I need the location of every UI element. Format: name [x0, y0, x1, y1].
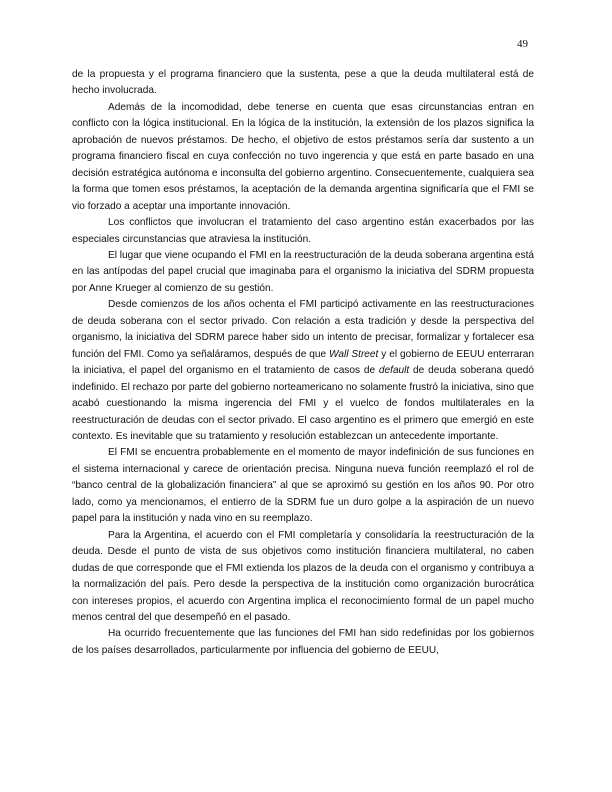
paragraph-text: de deuda soberana quedó indefinido. El rechazo por parte del gobierno norteamericano no solamente frustró la iniciativa, sino que acabó cuestionando la misma ingerencia del FMI y el vuelco de fondos multilaterales en la reestructuración de deudas con el sector privado. El caso argentino es el primero que emergió en este contexto. Es inevitable que su tratamiento y resolución establezcan un antecedente importante.: [72, 365, 534, 442]
paragraph-text: El lugar que viene ocupando el FMI en la reestructuración de la deuda soberana argentina está en las antípodas del papel crucial que imaginaba para el organismo la iniciativa del SDRM propuesta por Anne Krueger al comienzo de su gestión.: [72, 249, 534, 294]
body-text: [72, 67, 534, 659]
paragraph-text: de la propuesta y el programa financiero que la sustenta, pese a que la deuda multilateral está de hecho involucrada.: [72, 69, 534, 97]
paragraph-text: Los conflictos que involucran el tratamiento del caso argentino están exacerbados por las especiales circunstancias que atraviesa la institución.: [72, 217, 534, 245]
paragraph: [72, 626, 534, 659]
paragraph: [72, 100, 534, 215]
page-number: 49: [517, 38, 528, 50]
italic-term: default: [378, 365, 410, 377]
italic-term: Wall Street: [329, 348, 379, 360]
paragraph: [72, 297, 534, 445]
paragraph-text: El FMI se encuentra probablemente en el momento de mayor indefinición de sus funciones en el sistema internacional y carece de orientación precisa. Ninguna nueva función reemplazó el rol de “banco central de la globalización financiera” al que se aproximó su gestión en los años 90. Por otro lado, como ya mencionamos, el entierro de la SDRM fue un duro golpe a la aspiración de un nuevo papel para la institución y nada vino en su reemplazo.: [72, 447, 534, 525]
paragraph: [72, 248, 534, 297]
paragraph: [72, 215, 534, 248]
paragraph-text: y el gobierno de EEUU enterraran la iniciativa, el papel del organismo en el tratamiento de casos de: [72, 348, 534, 377]
paragraph-text: Desde comienzos de los años ochenta el FMI participó activamente en las reestructuraciones de deuda soberana con el sector privado. Con relación a esta tradición y desde la perspectiva del organismo, la iniciativa del SDRM parece haber sido un intento de precisar, formalizar y fortalecer esa función del FMI. Como ya señaláramos, después de que: [72, 299, 534, 360]
paragraph: [72, 67, 534, 100]
paragraph: [72, 445, 534, 527]
paragraph-text: Ha ocurrido frecuentemente que las funciones del FMI han sido redefinidas por los gobiernos de los países desarrollados, particularmente por influencia del gobierno de EEUU,: [72, 628, 534, 656]
paragraph-text: Para la Argentina, el acuerdo con el FMI completaría y consolidaría la reestructuración de la deuda. Desde el punto de vista de sus objetivos como institución financiera multilateral, no caben dudas de que corresponde que el FMI extienda los plazos de la deuda con el organismo y contribuya a la normalización del país. Pero desde la perspectiva de la institución como organización burocrática con intereses propios, el acuerdo con Argentina implica el reconocimiento formal de un papel mucho menos central del que desempeñó en el pasado.: [72, 529, 534, 623]
paragraph: [72, 528, 534, 627]
paragraph-text: Además de la incomodidad, debe tenerse en cuenta que esas circunstancias entran en conflicto con la lógica institucional. En la lógica de la institución, la extensión de los plazos significa la aprobación de nuevos préstamos. De hecho, el objetivo de estos préstamos sería dar sustento a un programa financiero fiscal en cuya confección no tuvo ingerencia y que está en parte basado en una decisión estratégica autónoma e inconsulta del gobierno argentino. Consecuentemente, cualquiera sea la forma que tomen esos préstamos, la aceptación de la demanda argentina significaría que el FMI se vio forzado a aceptar una importante innovación.: [72, 101, 534, 212]
